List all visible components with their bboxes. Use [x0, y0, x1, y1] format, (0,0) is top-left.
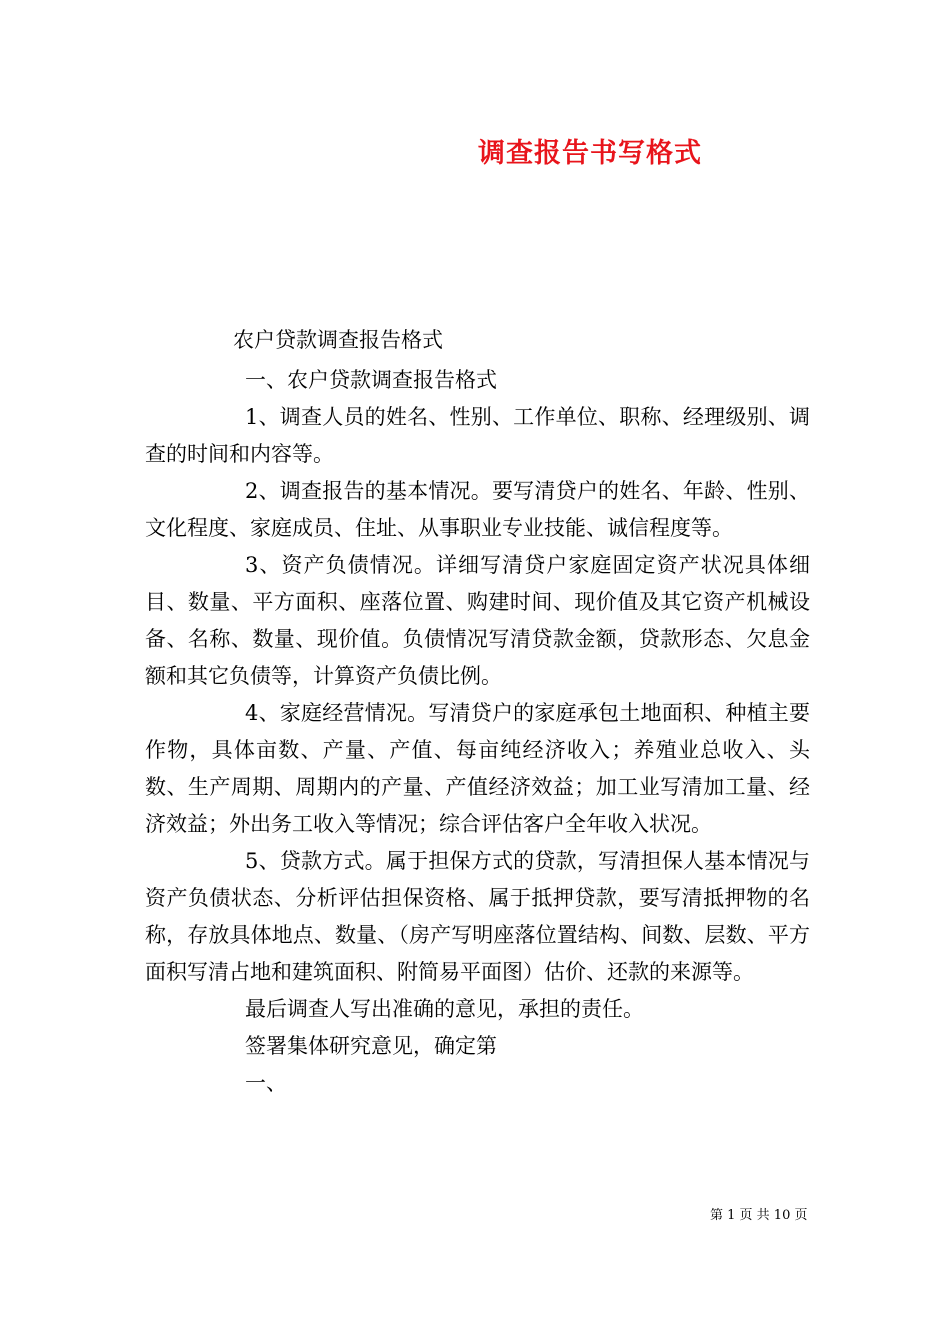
- paragraph: 3、资产负债情况。详细写清贷户家庭固定资产状况具体细目、数量、平方面积、座落位置、购建时间、现价值及其它资产机械设备、名称、数量、现价值。负债情况写清贷款金额，贷款形态、欠息金额和其它负债等，计算资产负债比例。: [145, 553, 810, 688]
- paragraph: 签署集体研究意见，确定第: [245, 1034, 497, 1058]
- paragraph: 2、调查报告的基本情况。要写清贷户的姓名、年龄、性别、文化程度、家庭成员、住址、从事职业专业技能、诚信程度等。: [145, 479, 810, 540]
- page-number: 第 1 页 共 10 页: [710, 1208, 808, 1223]
- paragraph: 5、贷款方式。属于担保方式的贷款，写清担保人基本情况与资产负债状态、分析评估担保资格、属于抵押贷款，要写清抵押物的名称，存放具体地点、数量、（房产写明座落位置结构、间数、层数、平方面积写清占地和建筑面积、附简易平面图）估价、还款的来源等。: [145, 849, 810, 984]
- document-subtitle: 农户贷款调查报告格式: [233, 328, 443, 352]
- paragraph: 最后调查人写出准确的意见，承担的责任。: [245, 997, 644, 1021]
- paragraph: 一、: [245, 1071, 287, 1095]
- paragraph: 1、调查人员的姓名、性别、工作单位、职称、经理级别、调查的时间和内容等。: [145, 405, 810, 466]
- document-body: [145, 362, 810, 1102]
- document-title: 调查报告书写格式: [478, 138, 702, 169]
- paragraph: 4、家庭经营情况。写清贷户的家庭承包土地面积、种植主要作物，具体亩数、产量、产值、每亩纯经济收入；养殖业总收入、头数、生产周期、周期内的产量、产值经济效益；加工业写清加工量、经济效益；外出务工收入等情况；综合评估客户全年收入状况。: [145, 701, 810, 836]
- paragraph: 一、农户贷款调查报告格式: [245, 368, 497, 392]
